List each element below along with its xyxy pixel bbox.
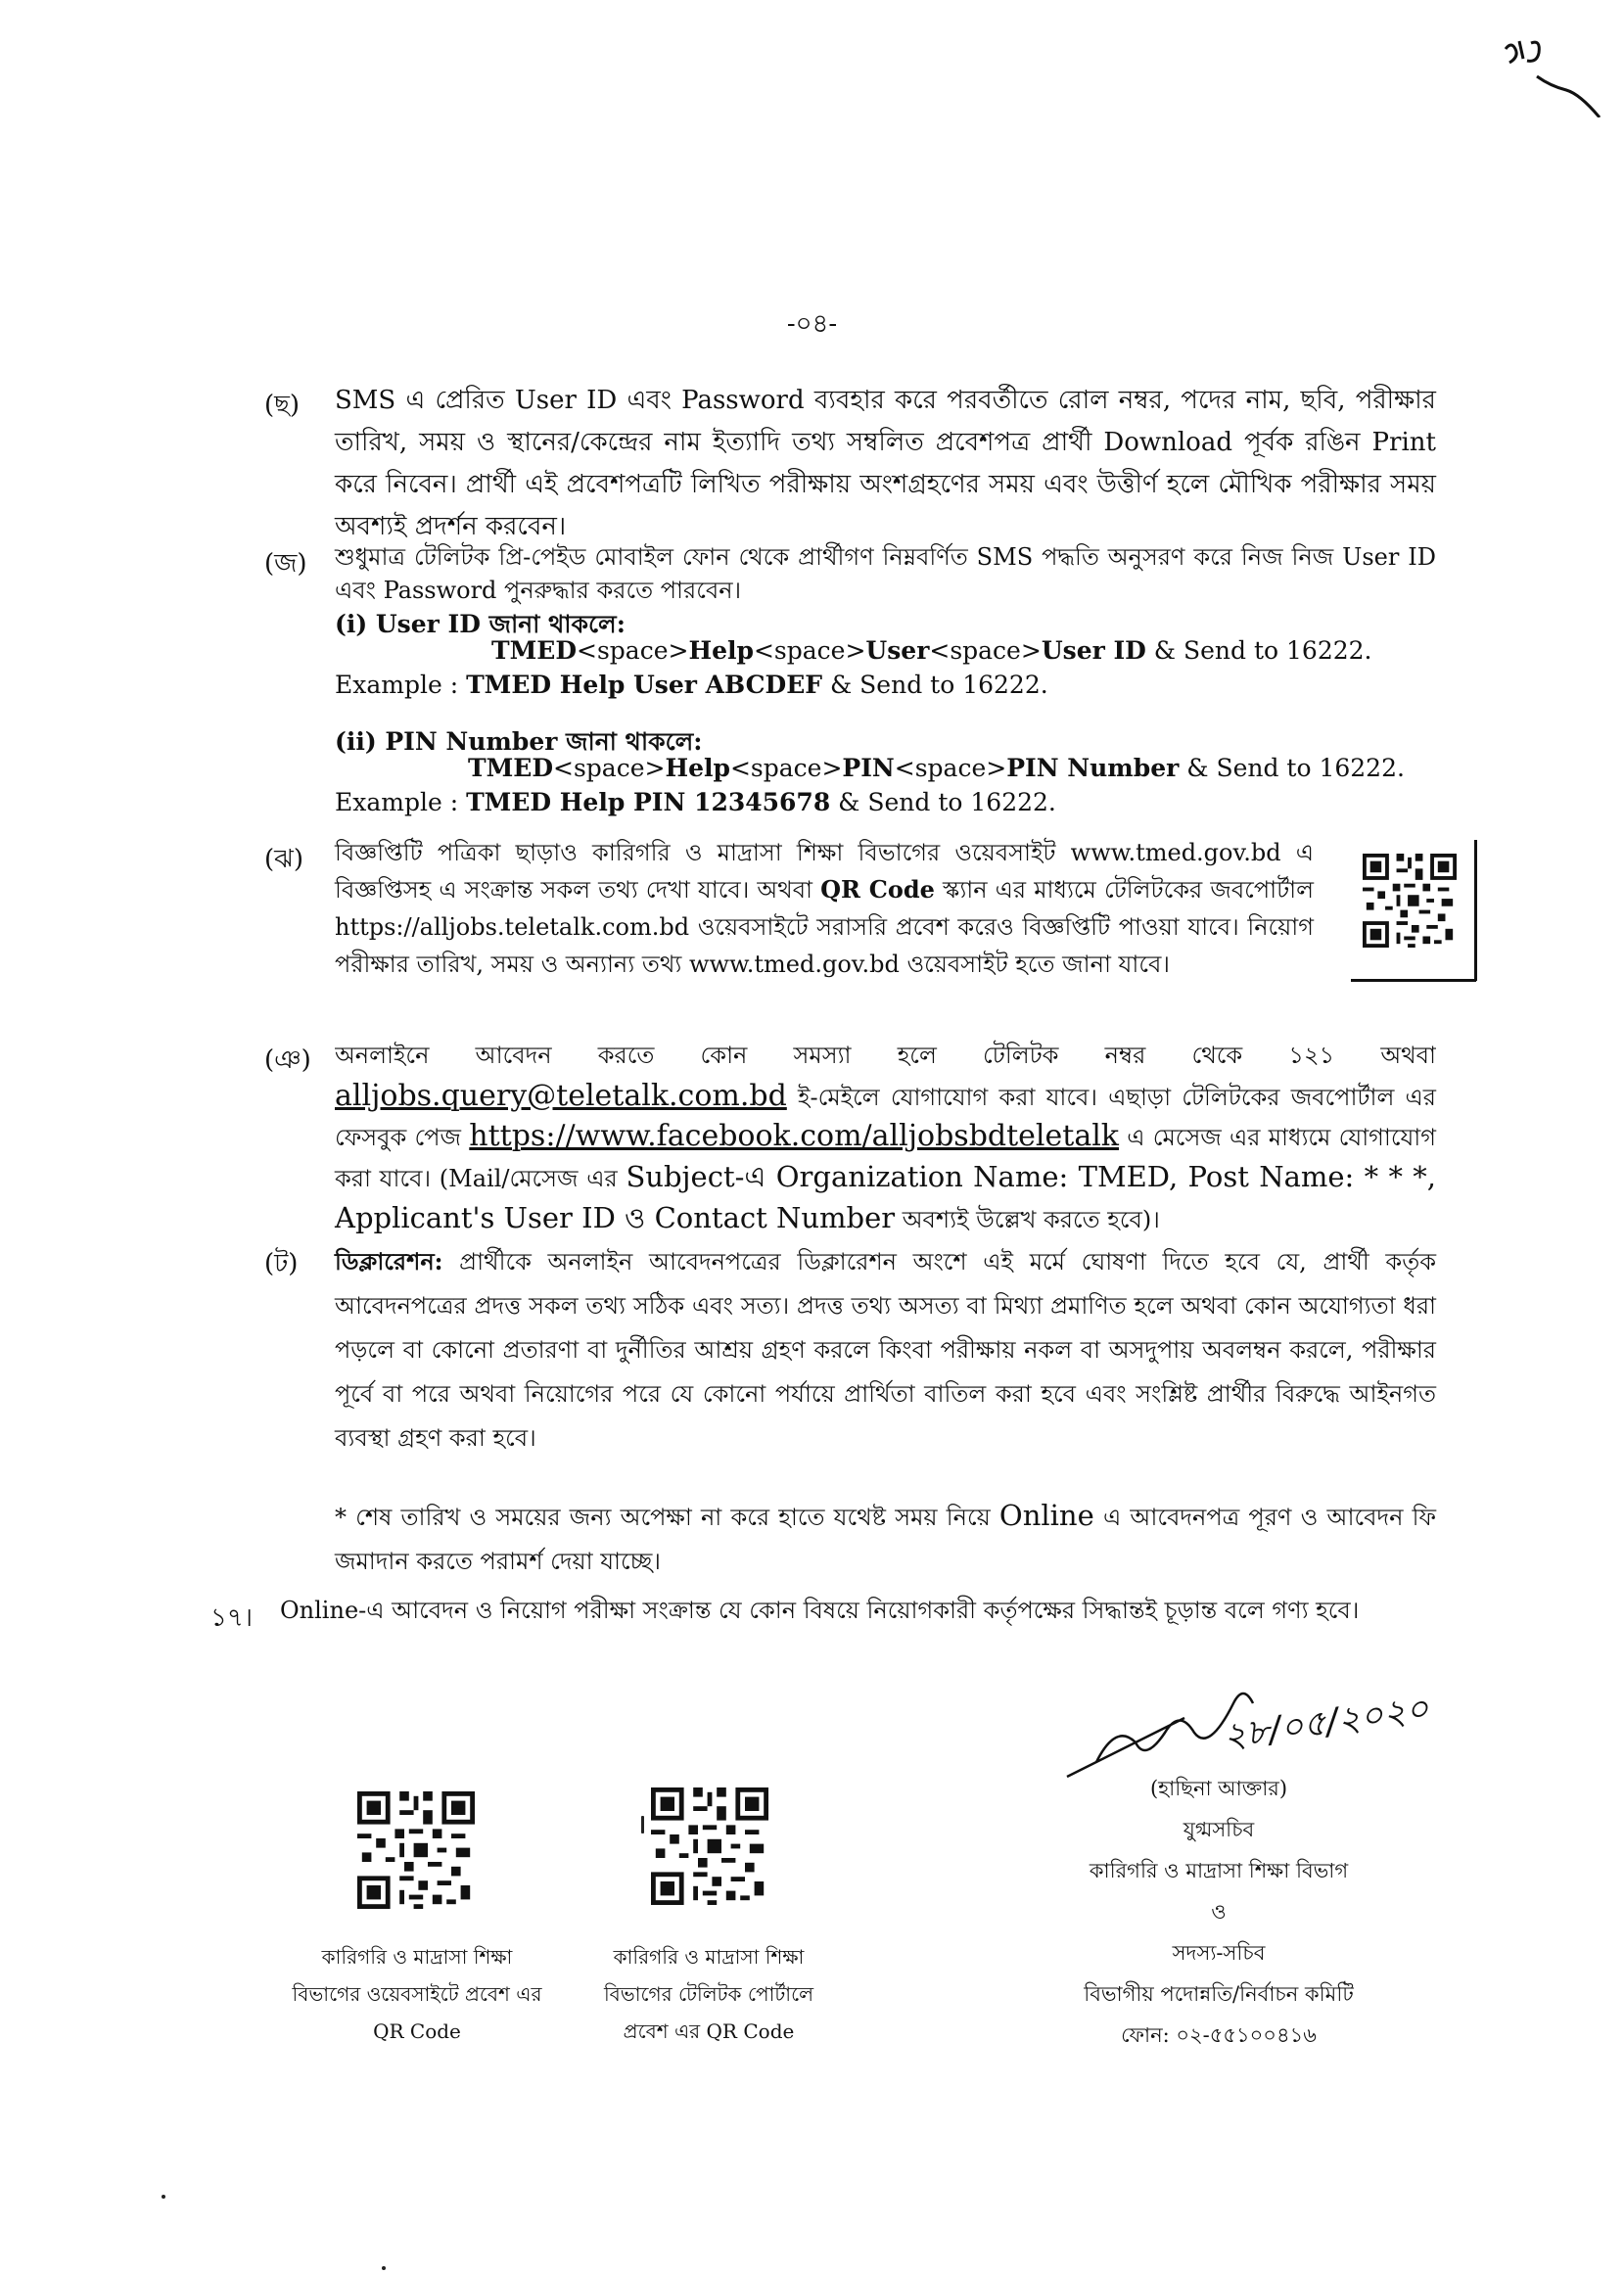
signatory-conjunction: ও — [1211, 1900, 1227, 1924]
signatory-role: সদস্য-সচিব — [1172, 1941, 1266, 1965]
qr-code-icon — [1363, 854, 1457, 948]
scan-speck — [162, 2195, 165, 2199]
signatory-department: কারিগরি ও মাদ্রাসা শিক্ষা বিভাগ — [1089, 1859, 1349, 1882]
paragraph-jha: বিজ্ঞপ্তিটি পত্রিকা ছাড়াও কারিগরি ও মাদ্রাসা শিক্ষা বিভাগের ওয়েবসাইট www.tmed.gov.bd এ বিজ্ঞপ্তিসহ এ সংক্রান্ত সকল তথ্য দেখা যাবে। অথবা QR Code স্ক্যান এর মাধ্যমে টেলিটকের জবপোর্টাল https://alljobs.teletalk.com.bd ওয়েবসাইটে সরাসরি প্রবেশ করেও বিজ্ঞপ্তিটি পাওয়া যাবে। নিয়োগ পরীক্ষার তারিখ, সময় ও অন্যান্য তথ্য www.tmed.gov.bd ওয়েবসাইট হতে জানা যাবে। — [335, 839, 1314, 978]
paragraph-note: * শেষ তারিখ ও সময়ের জন্য অপেক্ষা না করে হাতে যথেষ্ট সময় নিয়ে Online এ আবেদনপত্র পূরণ ও আবেদন ফি জমাদান করতে পরামর্শ দেয়া যাচ্ছে। — [335, 1499, 1436, 1575]
qr-caption-left: কারিগরি ও মাদ্রাসা শিক্ষা বিভাগের ওয়েবসাইটে প্রবেশ এর QR Code — [292, 1945, 542, 2043]
item-marker-chha: (ছ) — [264, 391, 301, 420]
case1-example: Example : TMED Help User ABCDEF & Send to 16222. — [335, 671, 1048, 699]
email-link[interactable]: alljobs.query@teletalk.com.bd — [335, 1079, 787, 1113]
signatory-phone: ফোন: ০২-৫৫১০০৪১৬ — [1121, 2023, 1317, 2047]
paragraph-ta: ডিক্লারেশন: প্রার্থীকে অনলাইন আবেদনপত্রের ডিক্লারেশন অংশে এই মর্মে ঘোষণা দিতে হবে যে, প্রার্থী কর্তৃক আবেদনপত্রের প্রদত্ত সকল তথ্য সঠিক এবং সত্য। প্রদত্ত তথ্য অসত্য বা মিথ্যা প্রমাণিত হলে অথবা কোন অযোগ্যতা ধরা পড়লে বা কোনো প্রতারণা বা দুর্নীতির আশ্রয় গ্রহণ করলে কিংবা পরীক্ষায় নকল বা অসদুপায় অবলম্বন করলে, পরীক্ষার পূর্বে বা পরে অথবা নিয়োগের পরে যে কোনো পর্যায়ে প্রার্থিতা বাতিল করা হবে এবং সংশ্লিষ্ট প্রার্থীর বিরুদ্ধে আইনগত ব্যবস্থা গ্রহণ করা হবে। — [335, 1247, 1436, 1452]
item-marker-ja: (জ) — [264, 549, 307, 579]
case2-example: Example : TMED Help PIN 12345678 & Send to 16222. — [335, 788, 1056, 816]
paragraph-ja: শুধুমাত্র টেলিটক প্রি-পেইড মোবাইল ফোন থেকে প্রার্থীগণ নিম্নবর্ণিত SMS পদ্ধতি অনুসরণ করে নিজ নিজ User ID এবং Password পুনরুদ্ধার করতে পারবেন। — [335, 543, 1436, 604]
paragraph-17: Online-এ আবেদন ও নিয়োগ পরীক্ষা সংক্রান্ত যে কোন বিষয়ে নিয়োগকারী কর্তৃপক্ষের সিদ্ধান্তই চূড়ান্ত বলে গণ্য হবে। — [280, 1597, 1360, 1624]
qr-bracket-bottom — [1351, 979, 1476, 982]
signature-date-text: ২৮/০৫/২০২০ — [1221, 1688, 1429, 1757]
case1-command: TMED<space>Help<space>User<space>User ID & Send to 16222. — [491, 636, 1372, 665]
qr-code-icon — [651, 1787, 768, 1905]
item-marker-nya: (ঞ) — [264, 1045, 311, 1075]
item-marker-jha: (ঝ) — [264, 845, 303, 874]
facebook-link[interactable]: https://www.facebook.com/alljobsbdteletalk — [469, 1119, 1119, 1153]
page-number: -০৪- — [786, 309, 838, 339]
case2-heading: (ii) PIN Number জানা থাকলে: — [335, 727, 703, 756]
scan-speck — [382, 2266, 386, 2270]
qr-caption-right: কারিগরি ও মাদ্রাসা শিক্ষা বিভাগের টেলিটক পোর্টালে প্রবেশ এর QR Code — [603, 1945, 814, 2043]
paragraph-nya-line1: অনলাইনে আবেদন করতে কোন সমস্যা হলে টেলিটক নম্বর থেকে ১২১ অথবা — [335, 1042, 1436, 1069]
scan-speck — [641, 1816, 644, 1833]
item-marker-ta: (ট) — [264, 1249, 299, 1278]
corner-handwritten-note — [1498, 29, 1605, 123]
paragraph-nya: alljobs.query@teletalk.com.bd ই-মেইলে যোগাযোগ করা যাবে। এছাড়া টেলিটকের জবপোর্টাল এর ফেসবুক পেজ https://www.facebook.com/alljobsbdteletalk এ মেসেজ এর মাধ্যমে যোগাযোগ করা যাবে। (Mail/মেসেজ এর Subject-এ Organization Name: TMED, Post Name: * * *, Applicant's User ID ও Contact Number অবশ্যই উল্লেখ করতে হবে)। — [335, 1079, 1436, 1234]
qr-bracket-side — [1474, 840, 1477, 981]
item-marker-17: ১৭। — [210, 1603, 254, 1633]
case2-command: TMED<space>Help<space>PIN<space>PIN Number & Send to 16222. — [468, 754, 1405, 782]
signatory-designation: যুগ্মসচিব — [1183, 1818, 1255, 1841]
signatory-committee: বিভাগীয় পদোন্নতি/নির্বাচন কমিটি — [1084, 1982, 1354, 2006]
paragraph-chha: SMS এ প্রেরিত User ID এবং Password ব্যবহার করে পরবর্তীতে রোল নম্বর, পদের নাম, ছবি, পরীক্ষার তারিখ, সময় ও স্থানের/কেন্দ্রের নাম ইত্যাদি তথ্য সম্বলিত প্রবেশপত্র প্রার্থী Download পূর্বক রঙিন Print করে নিবেন। প্রার্থী এই প্রবেশপত্রটি লিখিত পরীক্ষায় অংশগ্রহণের সময় এবং উত্তীর্ণ হলে মৌখিক পরীক্ষার সময় অবশ্যই প্রদর্শন করবেন। — [335, 386, 1436, 541]
qr-code-icon — [357, 1791, 475, 1909]
case1-heading: (i) User ID জানা থাকলে: — [335, 610, 626, 638]
signatory-name: (হাছিনা আক্তার) — [1149, 1777, 1288, 1800]
signature-block — [1038, 1768, 1400, 2056]
